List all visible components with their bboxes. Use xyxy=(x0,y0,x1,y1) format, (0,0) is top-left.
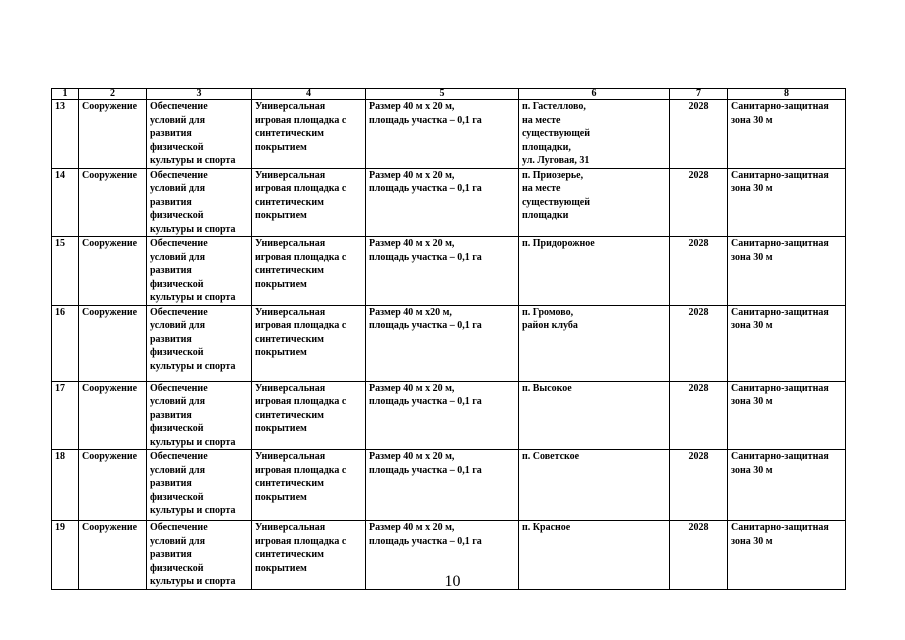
column-number-6: 6 xyxy=(519,89,670,100)
object-name-cell xyxy=(252,450,366,521)
object-purpose-cell xyxy=(147,168,252,237)
object-purpose-line: условий для xyxy=(150,396,205,407)
object-purpose-cell xyxy=(147,100,252,169)
completion-year-cell: 2028 xyxy=(670,100,728,169)
column-number-7: 7 xyxy=(670,89,728,100)
object-parameters-cell xyxy=(366,100,519,169)
object-type-cell: Сооружение xyxy=(79,100,147,169)
object-parameters-line: Размер 40 м х 20 м, xyxy=(369,238,455,249)
object-purpose-line: развития xyxy=(150,549,192,560)
object-purpose-line: условий для xyxy=(150,535,205,547)
restriction-zone-line: Санитарно-защитная xyxy=(731,238,829,249)
object-purpose-line: физической xyxy=(150,423,204,434)
object-purpose-line: физической xyxy=(150,562,204,574)
row-number-cell: 16 xyxy=(52,305,79,381)
object-name-line: покрытием xyxy=(255,141,307,153)
restriction-zone-line: Санитарно-защитная xyxy=(731,522,829,533)
table-row xyxy=(52,237,846,306)
object-parameters-line: Размер 40 м х 20 м, xyxy=(369,522,455,533)
object-parameters-cell xyxy=(366,381,519,450)
object-parameters-line: Размер 40 м х 20 м, xyxy=(369,169,455,181)
object-purpose-line: развития xyxy=(150,409,192,421)
object-location-cell xyxy=(519,237,670,306)
object-type-cell: Сооружение xyxy=(79,521,147,590)
object-parameters-line: площадь участка – 0,1 га xyxy=(369,114,482,126)
restriction-zone-line: Санитарно-защитная xyxy=(731,451,829,462)
object-purpose-line: культуры и спорта xyxy=(150,576,236,587)
restriction-zone-cell xyxy=(728,237,846,306)
object-name-cell xyxy=(252,237,366,306)
object-purpose-line: условий для xyxy=(150,183,205,194)
object-purpose-line: условий для xyxy=(150,320,205,331)
object-name-line: синтетическим xyxy=(255,196,324,208)
object-name-line: игровая площадка с xyxy=(255,114,347,126)
restriction-zone-line: зона 30 м xyxy=(731,535,773,547)
object-purpose-line: Обеспечение xyxy=(150,238,208,249)
object-purpose-line: условий для xyxy=(150,464,205,476)
object-purpose-line: развития xyxy=(150,128,192,139)
restriction-zone-line: Санитарно-защитная xyxy=(731,382,829,394)
object-location-line: п. Придорожное xyxy=(522,238,595,249)
object-purpose-line: физической xyxy=(150,347,204,358)
object-parameters-line: Размер 40 м х 20 м, xyxy=(369,382,455,394)
row-number-cell: 18 xyxy=(52,450,79,521)
object-purpose-line: Обеспечение xyxy=(150,522,208,533)
object-name-line: синтетическим xyxy=(255,333,324,345)
table-row xyxy=(52,305,846,381)
object-location-cell xyxy=(519,450,670,521)
row-number-cell: 19 xyxy=(52,521,79,590)
restriction-zone-cell xyxy=(728,305,846,381)
object-name-line: игровая площадка с xyxy=(255,396,347,407)
restriction-zone-cell xyxy=(728,168,846,237)
object-purpose-line: физической xyxy=(150,491,204,503)
object-parameters-line: площадь участка – 0,1 га xyxy=(369,396,482,407)
restriction-zone-line: зона 30 м xyxy=(731,396,773,407)
object-purpose-line: культуры и спорта xyxy=(150,292,236,303)
object-name-line: покрытием xyxy=(255,491,307,503)
object-name-cell xyxy=(252,381,366,450)
table-row xyxy=(52,450,846,521)
column-number-8: 8 xyxy=(728,89,846,100)
object-purpose-line: Обеспечение xyxy=(150,169,208,181)
object-location-line: п. Высокое xyxy=(522,382,572,394)
object-location-cell xyxy=(519,305,670,381)
object-type-cell: Сооружение xyxy=(79,381,147,450)
object-parameters-line: Размер 40 м х20 м, xyxy=(369,306,452,318)
restriction-zone-line: зона 30 м xyxy=(731,464,773,476)
table-row xyxy=(52,100,846,169)
object-purpose-line: физической xyxy=(150,141,204,153)
row-number-cell: 17 xyxy=(52,381,79,450)
object-name-cell xyxy=(252,305,366,381)
object-name-line: Универсальная xyxy=(255,101,326,112)
object-purpose-cell xyxy=(147,381,252,450)
object-location-line: площадки, xyxy=(522,141,571,153)
object-name-line: игровая площадка с xyxy=(255,320,347,331)
object-name-line: игровая площадка с xyxy=(255,464,347,476)
restriction-zone-line: Санитарно-защитная xyxy=(731,306,829,318)
object-purpose-line: развития xyxy=(150,333,192,345)
object-purpose-line: условий для xyxy=(150,114,205,126)
restriction-zone-line: зона 30 м xyxy=(731,320,773,331)
object-purpose-line: развития xyxy=(150,265,192,276)
column-number-1: 1 xyxy=(52,89,79,100)
object-name-cell xyxy=(252,100,366,169)
object-location-line: п. Гастеллово, xyxy=(522,101,586,112)
object-parameters-line: площадь участка – 0,1 га xyxy=(369,464,482,476)
object-location-cell xyxy=(519,381,670,450)
object-purpose-line: культуры и спорта xyxy=(150,223,236,235)
object-parameters-line: площадь участка – 0,1 га xyxy=(369,251,482,263)
restriction-zone-line: Санитарно-защитная xyxy=(731,101,829,112)
object-purpose-line: условий для xyxy=(150,251,205,263)
object-parameters-cell xyxy=(366,305,519,381)
object-purpose-line: развития xyxy=(150,478,192,489)
object-name-line: игровая площадка с xyxy=(255,251,347,263)
object-name-cell xyxy=(252,168,366,237)
completion-year-cell: 2028 xyxy=(670,450,728,521)
object-name-line: покрытием xyxy=(255,423,307,434)
object-location-line: п. Приозерье, xyxy=(522,169,584,181)
object-purpose-line: культуры и спорта xyxy=(150,360,236,372)
completion-year-cell: 2028 xyxy=(670,305,728,381)
restriction-zone-cell xyxy=(728,450,846,521)
object-purpose-line: Обеспечение xyxy=(150,382,208,394)
object-name-line: синтетическим xyxy=(255,265,324,276)
object-name-line: Универсальная xyxy=(255,451,326,462)
object-parameters-line: площадь участка – 0,1 га xyxy=(369,320,482,331)
object-name-line: покрытием xyxy=(255,562,307,574)
completion-year-cell: 2028 xyxy=(670,381,728,450)
object-name-line: Универсальная xyxy=(255,522,326,533)
object-location-line: площадки xyxy=(522,210,569,221)
object-name-line: Универсальная xyxy=(255,382,326,394)
object-location-cell xyxy=(519,168,670,237)
object-parameters-line: Размер 40 м х 20 м, xyxy=(369,101,455,112)
object-purpose-line: культуры и спорта xyxy=(150,505,236,516)
object-name-line: покрытием xyxy=(255,347,307,358)
table-row xyxy=(52,168,846,237)
table-header-row xyxy=(52,89,846,100)
restriction-zone-line: зона 30 м xyxy=(731,251,773,263)
object-location-line: район клуба xyxy=(522,320,578,331)
object-parameters-cell xyxy=(366,237,519,306)
object-name-line: синтетическим xyxy=(255,549,324,560)
object-parameters-line: площадь участка – 0,1 га xyxy=(369,183,482,194)
column-number-2: 2 xyxy=(79,89,147,100)
object-purpose-line: развития xyxy=(150,196,192,208)
page-number: 10 xyxy=(444,573,461,590)
object-location-line: п. Красное xyxy=(522,522,571,533)
object-location-line: ул. Луговая, 31 xyxy=(522,155,590,166)
object-parameters-cell xyxy=(366,168,519,237)
restriction-zone-line: зона 30 м xyxy=(731,183,773,194)
object-purpose-cell xyxy=(147,450,252,521)
object-parameters-line: Размер 40 м х 20 м, xyxy=(369,451,455,462)
object-purpose-cell xyxy=(147,305,252,381)
object-parameters-cell xyxy=(366,450,519,521)
object-name-line: Универсальная xyxy=(255,306,326,318)
table-body xyxy=(52,100,846,590)
column-number-4: 4 xyxy=(252,89,366,100)
object-name-line: игровая площадка с xyxy=(255,535,347,547)
restriction-zone-cell xyxy=(728,100,846,169)
object-purpose-line: культуры и спорта xyxy=(150,436,236,448)
object-purpose-line: культуры и спорта xyxy=(150,155,236,166)
object-location-cell xyxy=(519,100,670,169)
object-location-line: на месте xyxy=(522,183,561,194)
completion-year-cell: 2028 xyxy=(670,237,728,306)
object-type-cell: Сооружение xyxy=(79,450,147,521)
row-number-cell: 15 xyxy=(52,237,79,306)
restriction-zone-line: Санитарно-защитная xyxy=(731,169,829,181)
object-location-line: п. Громово, xyxy=(522,306,574,318)
object-type-cell: Сооружение xyxy=(79,168,147,237)
planned-objects-table xyxy=(51,88,846,590)
object-name-line: покрытием xyxy=(255,278,307,290)
object-name-line: покрытием xyxy=(255,210,307,221)
object-name-line: игровая площадка с xyxy=(255,183,347,194)
object-type-cell: Сооружение xyxy=(79,237,147,306)
column-number-5: 5 xyxy=(366,89,519,100)
row-number-cell: 13 xyxy=(52,100,79,169)
object-location-line: на месте xyxy=(522,114,561,126)
object-name-line: Универсальная xyxy=(255,169,326,181)
object-name-line: синтетическим xyxy=(255,409,324,421)
object-location-line: п. Советское xyxy=(522,451,580,462)
object-type-cell: Сооружение xyxy=(79,305,147,381)
object-purpose-line: физической xyxy=(150,278,204,290)
object-purpose-cell xyxy=(147,237,252,306)
object-name-line: Универсальная xyxy=(255,238,326,249)
restriction-zone-line: зона 30 м xyxy=(731,114,773,126)
restriction-zone-cell xyxy=(728,381,846,450)
object-purpose-line: Обеспечение xyxy=(150,451,208,462)
completion-year-cell: 2028 xyxy=(670,168,728,237)
object-parameters-line: площадь участка – 0,1 га xyxy=(369,535,482,547)
object-name-line: синтетическим xyxy=(255,128,324,139)
completion-year-cell: 2028 xyxy=(670,521,728,590)
object-location-line: существующей xyxy=(522,196,591,208)
column-number-3: 3 xyxy=(147,89,252,100)
object-purpose-line: физической xyxy=(150,210,204,221)
object-location-line: существующей xyxy=(522,128,591,139)
table-row xyxy=(52,381,846,450)
object-purpose-line: Обеспечение xyxy=(150,306,208,318)
row-number-cell: 14 xyxy=(52,168,79,237)
object-name-line: синтетическим xyxy=(255,478,324,489)
object-purpose-line: Обеспечение xyxy=(150,101,208,112)
